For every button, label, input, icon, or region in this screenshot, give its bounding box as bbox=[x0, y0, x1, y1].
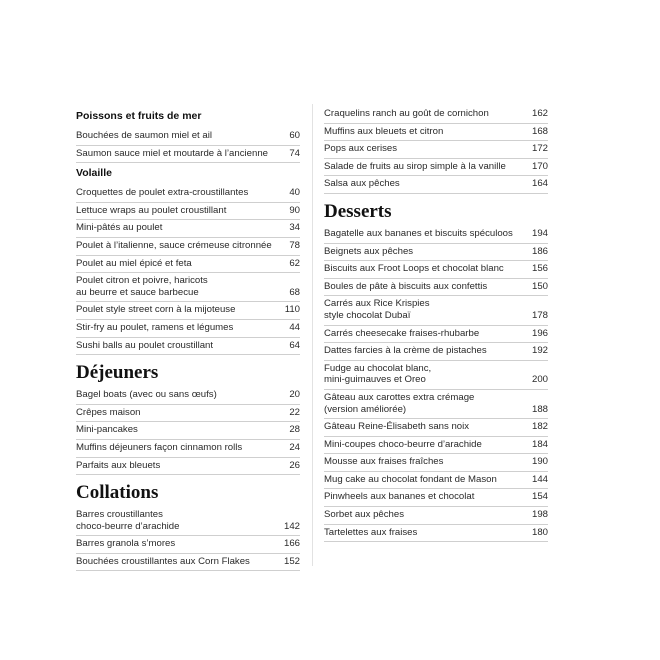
page-number: 164 bbox=[531, 178, 548, 190]
toc-entry bbox=[76, 185, 300, 203]
toc-entry bbox=[324, 141, 548, 159]
entry-list bbox=[324, 226, 548, 542]
toc-entry bbox=[324, 437, 548, 455]
toc-entry bbox=[76, 320, 300, 338]
entry-title: Gâteau aux carottes extra crémage (version améliorée) bbox=[324, 391, 475, 415]
page-number: 68 bbox=[289, 286, 300, 298]
toc-entry bbox=[76, 422, 300, 440]
page-number: 182 bbox=[531, 421, 548, 433]
toc-entry bbox=[76, 273, 300, 302]
entry-title: Mini-coupes choco-beurre d’arachide bbox=[324, 438, 482, 450]
entry-title: Muffins aux bleuets et citron bbox=[324, 125, 444, 137]
toc-entry bbox=[324, 261, 548, 279]
toc-entry bbox=[76, 440, 300, 458]
subsection-heading-poissons-et-fruits-de-mer: Poissons et fruits de mer bbox=[76, 110, 202, 122]
entry-title: Tartelettes aux fraises bbox=[324, 526, 418, 538]
page-number: 166 bbox=[283, 538, 300, 550]
entry-title: Barres granola s’mores bbox=[76, 538, 176, 550]
page-number: 172 bbox=[531, 143, 548, 155]
toc-entry bbox=[76, 554, 300, 572]
page-number: 196 bbox=[531, 327, 548, 339]
entry-list bbox=[76, 185, 300, 355]
entry-title: Boules de pâte à biscuits aux confettis bbox=[324, 280, 488, 292]
right-column bbox=[324, 106, 548, 542]
section-heading-collations: Collations bbox=[76, 482, 159, 504]
entry-title: Bagatelle aux bananes et biscuits spéculoos bbox=[324, 227, 513, 239]
page-number: 24 bbox=[289, 441, 300, 453]
page-number: 180 bbox=[531, 526, 548, 538]
left-column bbox=[76, 106, 300, 571]
page-number: 150 bbox=[531, 280, 548, 292]
toc-entry bbox=[324, 176, 548, 194]
entry-title: Parfaits aux bleuets bbox=[76, 459, 161, 471]
toc-entry bbox=[76, 302, 300, 320]
entry-title: Crêpes maison bbox=[76, 406, 141, 418]
page-number: 186 bbox=[531, 245, 548, 257]
entry-title: Poulet citron et poivre, haricots au beurre et sauce barbecue bbox=[76, 275, 208, 298]
toc-entry bbox=[76, 146, 300, 164]
toc-entry bbox=[324, 525, 548, 543]
page-number: 90 bbox=[289, 204, 300, 216]
toc-entry bbox=[76, 458, 300, 476]
page-number: 28 bbox=[289, 424, 300, 436]
page-number: 192 bbox=[531, 345, 548, 357]
page-number: 194 bbox=[531, 227, 548, 239]
toc-entry bbox=[324, 106, 548, 124]
entry-title: Mini-pancakes bbox=[76, 424, 138, 436]
subsection-heading-volaille: Volaille bbox=[76, 167, 112, 180]
page-number: 64 bbox=[289, 339, 300, 351]
toc-entry bbox=[76, 128, 300, 146]
toc-entry bbox=[324, 279, 548, 297]
toc-entry bbox=[324, 361, 548, 390]
toc-entry bbox=[76, 507, 300, 536]
page-number: 154 bbox=[531, 491, 548, 503]
toc-entry bbox=[324, 489, 548, 507]
entry-title: Mousse aux fraises fraîches bbox=[324, 456, 444, 468]
entry-title: Poulet au miel épicé et feta bbox=[76, 257, 192, 269]
page-number: 22 bbox=[289, 406, 300, 418]
entry-list bbox=[324, 106, 548, 194]
page-number: 190 bbox=[531, 456, 548, 468]
page-number: 162 bbox=[531, 108, 548, 119]
entry-title: Beignets aux pêches bbox=[324, 245, 414, 257]
column-divider bbox=[312, 104, 313, 566]
toc-entry bbox=[324, 244, 548, 262]
page-number: 110 bbox=[284, 304, 300, 316]
page-number: 198 bbox=[531, 509, 548, 521]
entry-title: Gâteau Reine-Élisabeth sans noix bbox=[324, 421, 470, 433]
section-heading-dejeuners: Déjeuners bbox=[76, 362, 159, 384]
entry-title: Bouchées croustillantes aux Corn Flakes bbox=[76, 555, 250, 567]
page-number: 142 bbox=[283, 520, 300, 532]
toc-entry bbox=[76, 203, 300, 221]
entry-title: Mini-pâtés au poulet bbox=[76, 222, 163, 234]
toc-entry bbox=[324, 507, 548, 525]
page-number: 62 bbox=[289, 257, 300, 269]
toc-entry bbox=[76, 536, 300, 554]
page-number: 168 bbox=[531, 125, 548, 137]
page-number: 60 bbox=[289, 130, 300, 141]
page-number: 44 bbox=[289, 321, 300, 333]
entry-title: Sushi balls au poulet croustillant bbox=[76, 339, 214, 351]
toc-entry bbox=[324, 159, 548, 177]
page-number: 144 bbox=[531, 473, 548, 485]
entry-title: Craquelins ranch au goût de cornichon bbox=[324, 108, 489, 119]
entry-title: Sorbet aux pêches bbox=[324, 509, 405, 521]
toc-entry bbox=[76, 405, 300, 423]
page-number: 188 bbox=[531, 403, 548, 415]
page-number: 170 bbox=[531, 160, 548, 172]
entry-title: Pops aux cerises bbox=[324, 143, 398, 155]
entry-title: Croquettes de poulet extra-croustillantes bbox=[76, 187, 249, 199]
entry-title: Salade de fruits au sirop simple à la vanille bbox=[324, 160, 506, 172]
page-number: 40 bbox=[289, 187, 300, 199]
entry-title: Stir-fry au poulet, ramens et légumes bbox=[76, 321, 234, 333]
entry-title: Carrés cheesecake fraises-rhubarbe bbox=[324, 327, 480, 339]
entry-list bbox=[76, 128, 300, 163]
toc-entry bbox=[76, 238, 300, 256]
entry-list bbox=[76, 387, 300, 475]
entry-title: Saumon sauce miel et moutarde à l’ancienne bbox=[76, 147, 268, 159]
page-number: 184 bbox=[531, 438, 548, 450]
page-number: 178 bbox=[531, 309, 548, 321]
toc-entry bbox=[76, 387, 300, 405]
page-number: 156 bbox=[531, 263, 548, 275]
page-number: 74 bbox=[289, 147, 300, 159]
entry-title: Lettuce wraps au poulet croustillant bbox=[76, 204, 227, 216]
toc-entry bbox=[324, 326, 548, 344]
entry-title: Barres croustillantes choco-beurre d’arachide bbox=[76, 509, 180, 532]
toc-entry bbox=[324, 419, 548, 437]
toc-entry bbox=[76, 338, 300, 356]
page-number: 26 bbox=[289, 459, 300, 471]
toc-entry bbox=[324, 124, 548, 142]
entry-title: Mug cake au chocolat fondant de Mason bbox=[324, 473, 497, 485]
page-number: 152 bbox=[283, 555, 300, 567]
page-number: 200 bbox=[531, 374, 548, 386]
entry-title: Dattes farcies à la crème de pistaches bbox=[324, 345, 487, 357]
entry-title: Biscuits aux Froot Loops et chocolat blanc bbox=[324, 263, 504, 275]
page-number: 78 bbox=[289, 239, 300, 251]
entry-title: Poulet à l’italienne, sauce crémeuse citronnée bbox=[76, 239, 272, 251]
entry-title: Poulet style street corn à la mijoteuse bbox=[76, 304, 236, 316]
section-heading-desserts: Desserts bbox=[324, 200, 392, 222]
toc-entry bbox=[76, 256, 300, 274]
toc-entry bbox=[324, 343, 548, 361]
entry-title: Muffins déjeuners façon cinnamon rolls bbox=[76, 441, 243, 453]
entry-title: Bouchées de saumon miel et ail bbox=[76, 130, 212, 141]
toc-entry bbox=[324, 226, 548, 244]
page-number: 34 bbox=[289, 222, 300, 234]
entry-title: Fudge au chocolat blanc, mini-guimauves et Oreo bbox=[324, 362, 432, 386]
entry-title: Bagel boats (avec ou sans œufs) bbox=[76, 389, 217, 401]
toc-entry bbox=[324, 454, 548, 472]
entry-title: Pinwheels aux bananes et chocolat bbox=[324, 491, 475, 503]
toc-entry bbox=[324, 390, 548, 419]
toc-entry bbox=[324, 472, 548, 490]
toc-entry bbox=[324, 296, 548, 325]
toc-entry bbox=[76, 220, 300, 238]
entry-title: Carrés aux Rice Krispies style chocolat Dubaï bbox=[324, 298, 430, 321]
entry-title: Salsa aux pêches bbox=[324, 178, 400, 190]
entry-list bbox=[76, 507, 300, 571]
page-number: 20 bbox=[289, 389, 300, 401]
